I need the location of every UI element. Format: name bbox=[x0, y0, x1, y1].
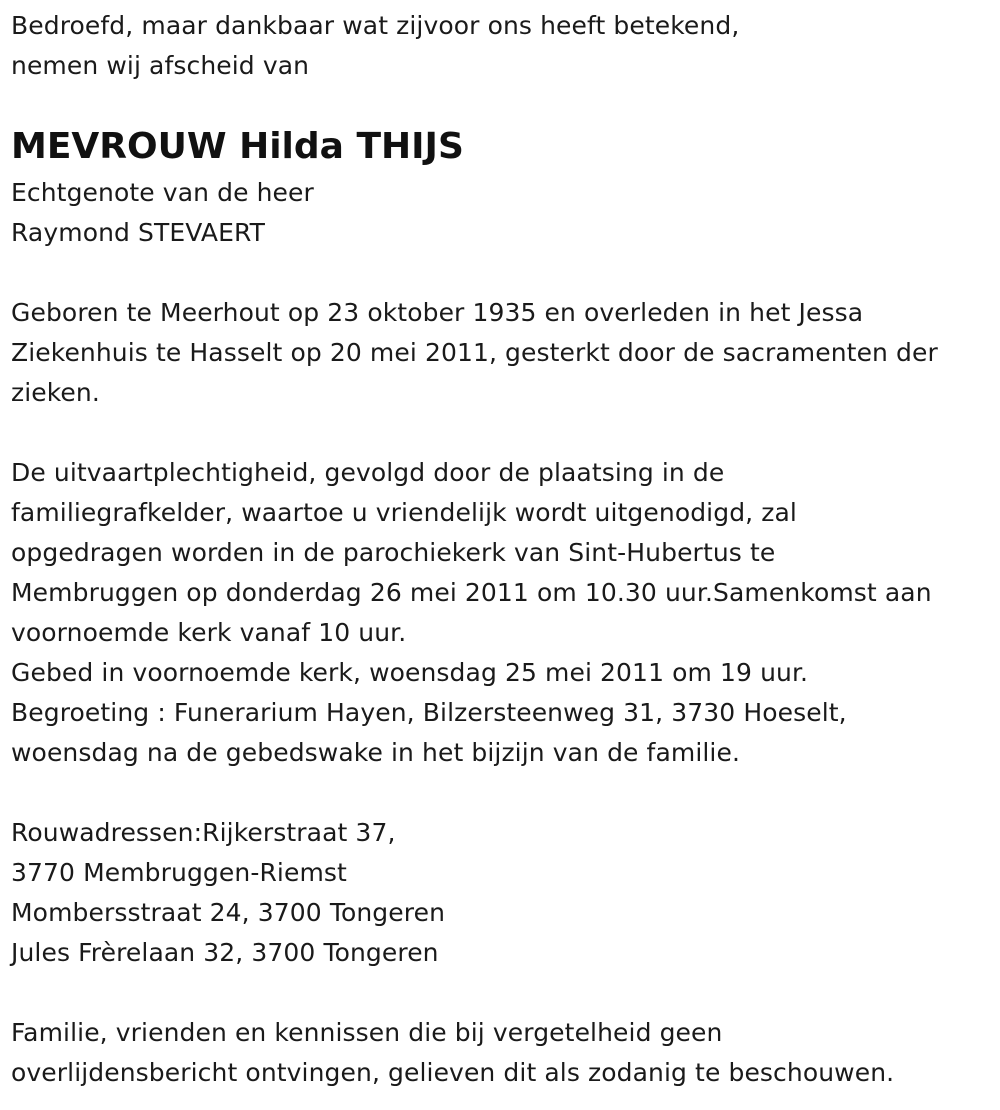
birth-death-paragraph bbox=[11, 293, 938, 413]
spouse-line: Raymond STEVAERT bbox=[11, 218, 266, 247]
spouse-line: Echtgenote van de heer bbox=[11, 178, 314, 207]
greeting-line: Begroeting : Funerarium Hayen, Bilzersteenweg 31, 3730 Hoeselt, bbox=[11, 698, 847, 727]
funeral-line: voornoemde kerk vanaf 10 uur. bbox=[11, 618, 407, 647]
deceased-name: MEVROUW Hilda THIJS bbox=[11, 126, 464, 167]
funeral-paragraph bbox=[11, 453, 932, 773]
intro-text bbox=[11, 6, 739, 86]
spouse-text bbox=[11, 173, 314, 253]
closing-line: Familie, vrienden en kennissen die bij vergetelheid geen bbox=[11, 1018, 723, 1047]
funeral-line: Membruggen op donderdag 26 mei 2011 om 10.30 uur.Samenkomst aan bbox=[11, 578, 932, 607]
birth-line: zieken. bbox=[11, 378, 100, 407]
prayer-line: Gebed in voornoemde kerk, woensdag 25 mei 2011 om 19 uur. bbox=[11, 658, 809, 687]
mourning-addresses bbox=[11, 813, 445, 973]
birth-line: Geboren te Meerhout op 23 oktober 1935 en overleden in het Jessa bbox=[11, 298, 864, 327]
closing-paragraph bbox=[11, 1013, 894, 1093]
funeral-line: familiegrafkelder, waartoe u vriendelijk wordt uitgenodigd, zal bbox=[11, 498, 797, 527]
intro-line: Bedroefd, maar dankbaar wat zijvoor ons heeft betekend, bbox=[11, 11, 740, 40]
funeral-line: De uitvaartplechtigheid, gevolgd door de plaatsing in de bbox=[11, 458, 725, 487]
funeral-line: opgedragen worden in de parochiekerk van Sint-Hubertus te bbox=[11, 538, 776, 567]
closing-line: overlijdensbericht ontvingen, gelieven dit als zodanig te beschouwen. bbox=[11, 1058, 895, 1087]
intro-line: nemen wij afscheid van bbox=[11, 51, 310, 80]
greeting-line: woensdag na de gebedswake in het bijzijn van de familie. bbox=[11, 738, 741, 767]
birth-line: Ziekenhuis te Hasselt op 20 mei 2011, gesterkt door de sacramenten der bbox=[11, 338, 938, 367]
address-line: Rouwadressen:Rijkerstraat 37, bbox=[11, 818, 396, 847]
address-line: 3770 Membruggen-Riemst bbox=[11, 858, 347, 887]
address-line: Jules Frèrelaan 32, 3700 Tongeren bbox=[11, 938, 439, 967]
address-line: Mombersstraat 24, 3700 Tongeren bbox=[11, 898, 446, 927]
